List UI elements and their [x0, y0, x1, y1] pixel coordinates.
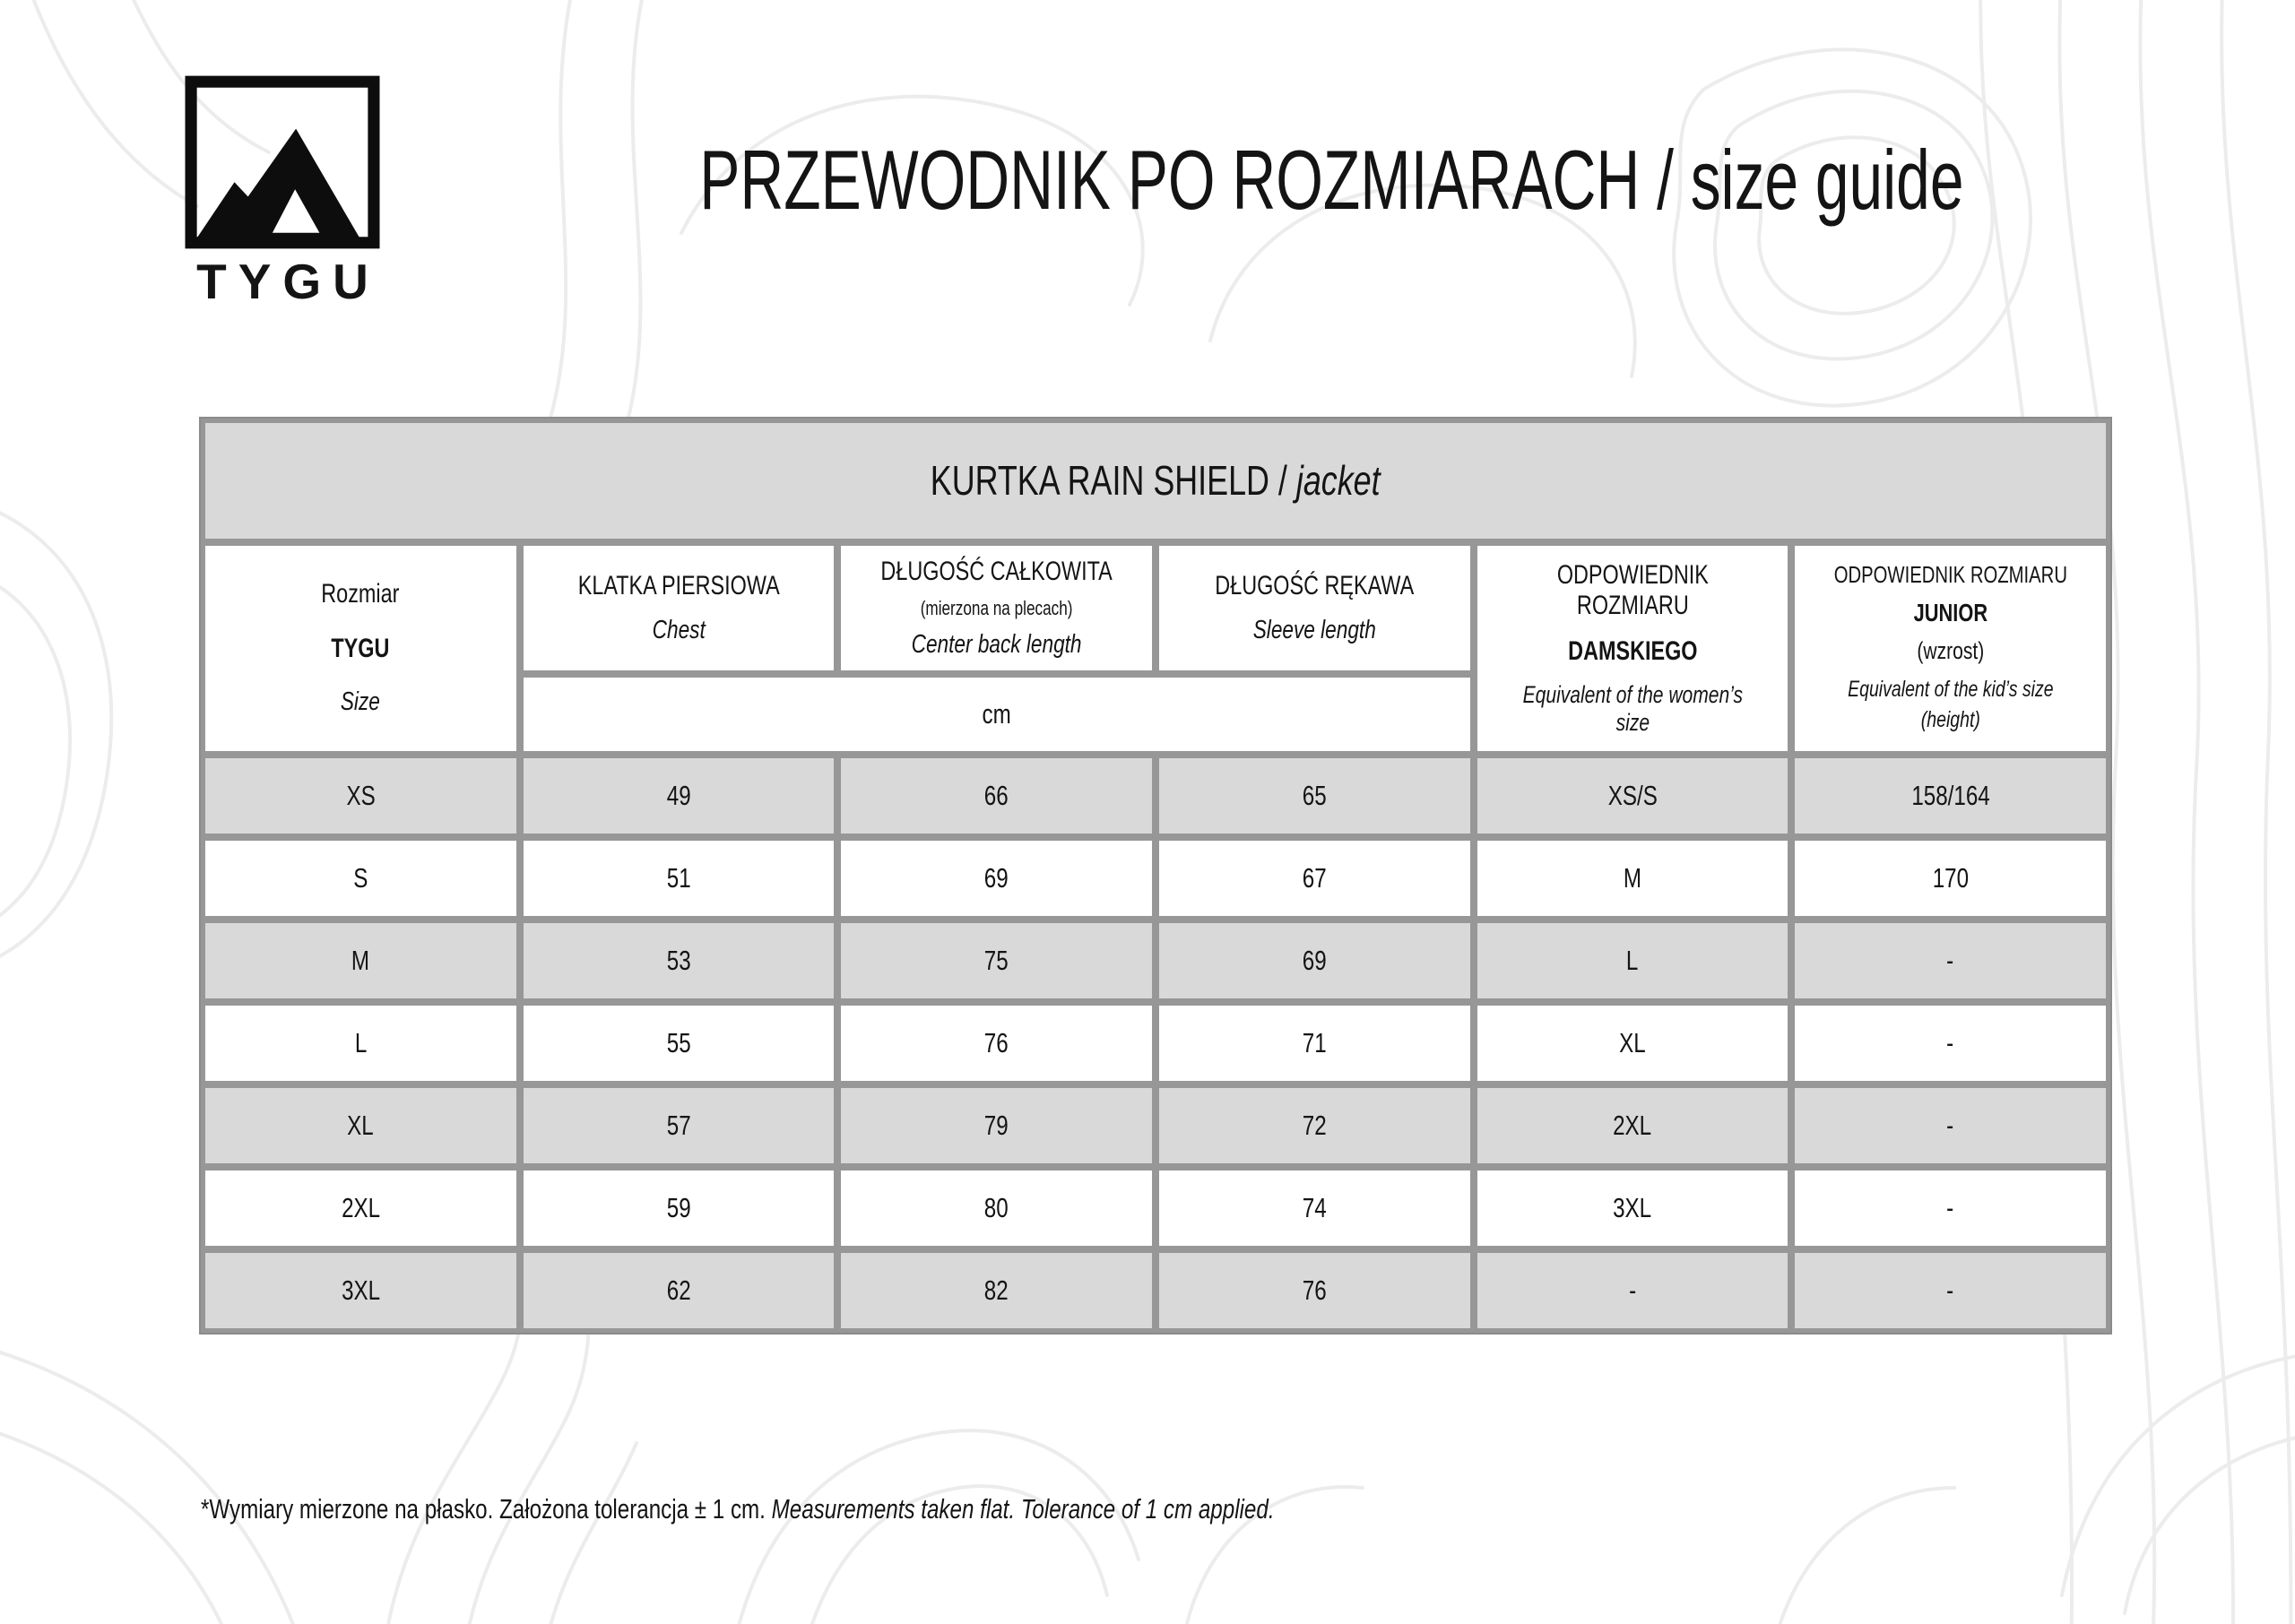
cell-s-junior: 170 [1795, 841, 2106, 916]
cell-s-size: S [205, 841, 516, 916]
cell-l-chest: 55 [524, 1006, 835, 1081]
page-title-pl: PRZEWODNIK PO ROZMIARACH [698, 133, 1640, 227]
cell-3xl-junior: - [1795, 1253, 2106, 1328]
header-junior-en: Equivalent of the kid’s size (height) [1847, 676, 2054, 732]
header-junior-bold: JUNIOR [1913, 598, 1988, 626]
cell-2xl-women: 3XL [1477, 1170, 1788, 1246]
cell-xs-women: XS/S [1477, 758, 1788, 834]
cell-xl-women: 2XL [1477, 1088, 1788, 1163]
page-title-en: size guide [1690, 133, 1964, 227]
unit-cell: cm [524, 678, 1470, 751]
cell-l-sleeve: 71 [1159, 1006, 1470, 1081]
header-back-note: (mierzona na plecach) [920, 597, 1073, 620]
cell-xs-junior: 158/164 [1795, 758, 2106, 834]
page-title-separator: / [1639, 133, 1691, 227]
cell-m-size: M [205, 923, 516, 998]
header-junior-note: (wzrost) [1917, 636, 1985, 664]
cell-xs-chest: 49 [524, 758, 835, 834]
cell-2xl-back: 80 [841, 1170, 1152, 1246]
column-header-sleeve-length [1159, 546, 1470, 670]
cell-xl-chest: 57 [524, 1088, 835, 1163]
header-chest-pl: KLATKA PIERSIOWA [577, 570, 780, 600]
footnote-pl: *Wymiary mierzone na płasko. Założona tolerancja ± 1 cm. [201, 1493, 766, 1525]
footnote-en: Measurements taken flat. Tolerance of 1 cm applied. [771, 1493, 1275, 1525]
header-size-en: Size [341, 687, 381, 717]
header-women-pl: ODPOWIEDNIK ROZMIARU [1556, 559, 1709, 621]
cell-xl-sleeve: 72 [1159, 1088, 1470, 1163]
cell-3xl-chest: 62 [524, 1253, 835, 1328]
header-women-bold: DAMSKIEGO [1567, 635, 1698, 666]
header-size-brand: TYGU [331, 633, 390, 663]
cell-l-junior: - [1795, 1006, 2106, 1081]
cell-3xl-sleeve: 76 [1159, 1253, 1470, 1328]
brand-logo [185, 75, 380, 310]
page-title [385, 106, 2277, 255]
cell-3xl-size: 3XL [205, 1253, 516, 1328]
cell-m-back: 75 [841, 923, 1152, 998]
cell-xl-back: 79 [841, 1088, 1152, 1163]
size-table [199, 417, 2112, 1335]
cell-m-sleeve: 69 [1159, 923, 1470, 998]
cell-2xl-sleeve: 74 [1159, 1170, 1470, 1246]
header-back-en: Center back length [911, 629, 1082, 659]
cell-xl-size: XL [205, 1088, 516, 1163]
cell-3xl-women: - [1477, 1253, 1788, 1328]
cell-l-women: XL [1477, 1006, 1788, 1081]
footnote [201, 1493, 1577, 1525]
cell-m-women: L [1477, 923, 1788, 998]
column-header-junior-equivalent [1795, 546, 2106, 751]
header-sleeve-pl: DŁUGOŚĆ RĘKAWA [1215, 570, 1415, 600]
cell-xl-junior: - [1795, 1088, 2106, 1163]
cell-2xl-chest: 59 [524, 1170, 835, 1246]
column-header-size [205, 546, 516, 751]
product-title-en: jacket [1296, 457, 1381, 505]
cell-xs-size: XS [205, 758, 516, 834]
product-title: KURTKA RAIN SHIELD / jacket [205, 423, 2106, 539]
cell-m-junior: - [1795, 923, 2106, 998]
brand-name: TYGU [196, 254, 380, 309]
column-header-chest [524, 546, 835, 670]
mountain-logo-icon [185, 75, 380, 249]
cell-m-chest: 53 [524, 923, 835, 998]
cell-xs-sleeve: 65 [1159, 758, 1470, 834]
cell-s-chest: 51 [524, 841, 835, 916]
header-size-pl: Rozmiar [321, 579, 400, 609]
cell-xs-back: 66 [841, 758, 1152, 834]
cell-3xl-back: 82 [841, 1253, 1152, 1328]
header-junior-pl: ODPOWIEDNIK ROZMIARU [1833, 560, 2067, 588]
cell-s-women: M [1477, 841, 1788, 916]
header-women-en: Equivalent of the women’s size [1522, 681, 1743, 737]
cell-2xl-size: 2XL [205, 1170, 516, 1246]
cell-2xl-junior: - [1795, 1170, 2106, 1246]
cell-l-back: 76 [841, 1006, 1152, 1081]
header-chest-en: Chest [652, 616, 706, 645]
cell-s-back: 69 [841, 841, 1152, 916]
header-back-pl: DŁUGOŚĆ CAŁKOWITA [880, 556, 1113, 586]
header-sleeve-en: Sleeve length [1252, 616, 1376, 645]
cell-s-sleeve: 67 [1159, 841, 1470, 916]
cell-l-size: L [205, 1006, 516, 1081]
column-header-back-length [841, 546, 1152, 670]
column-header-womens-equivalent [1477, 546, 1788, 751]
